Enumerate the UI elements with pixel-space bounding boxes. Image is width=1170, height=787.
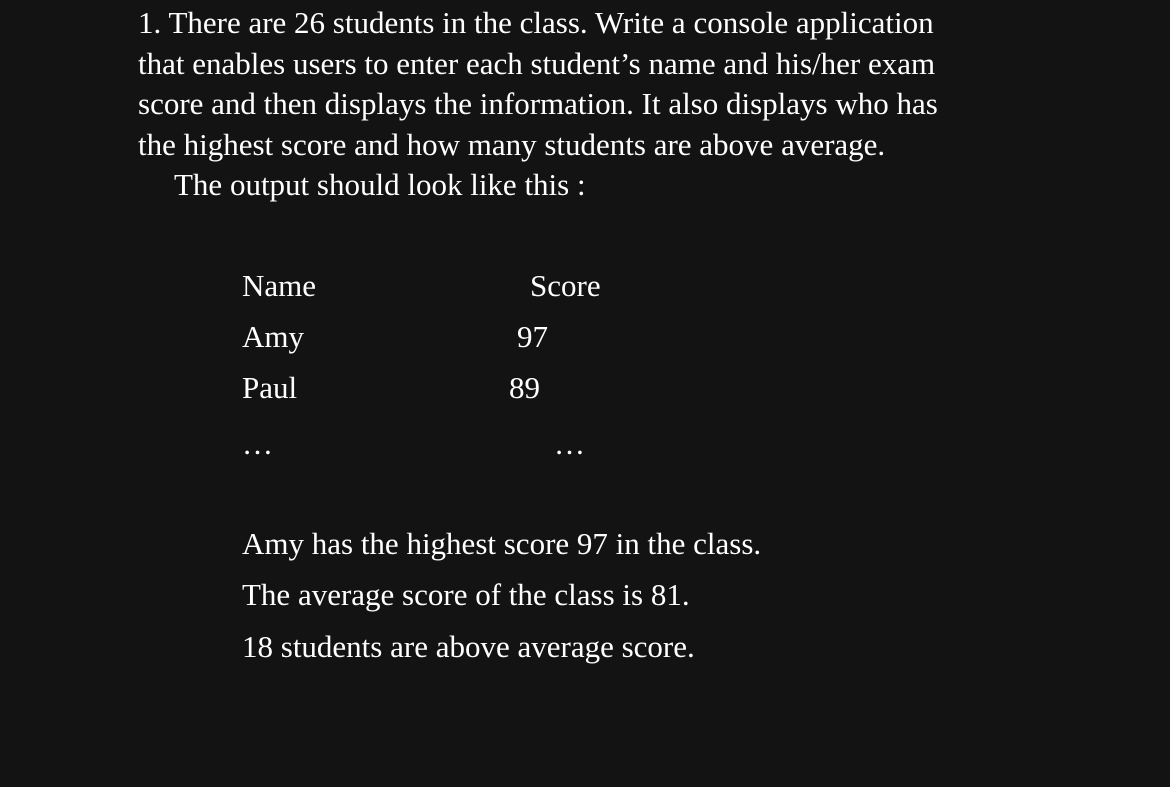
problem-line-3: score and then displays the information. It also displays who has: [138, 86, 938, 121]
student-score: 89: [509, 370, 540, 405]
ellipsis-score: …: [554, 426, 585, 461]
ellipsis-name: …: [242, 426, 273, 461]
student-name: Paul: [242, 370, 298, 405]
average-score-line: The average score of the class is 81.: [242, 577, 690, 612]
problem-line-2: that enables users to enter each student’s name and his/her exam: [138, 45, 936, 81]
score-column-header: Score: [530, 268, 601, 303]
student-name: Amy: [242, 319, 304, 354]
above-average-line: 18 students are above average score.: [242, 629, 695, 664]
student-score: 97: [517, 319, 548, 354]
highest-score-line: Amy has the highest score 97 in the class.: [242, 526, 762, 561]
problem-line-5: The output should look like this :: [174, 167, 586, 202]
problem-line-4: the highest score and how many students are above average.: [138, 126, 886, 162]
problem-statement: [138, 3, 1058, 206]
name-column-header: Name: [242, 268, 317, 303]
problem-line-1: 1. There are 26 students in the class. Write a console application: [138, 5, 934, 40]
